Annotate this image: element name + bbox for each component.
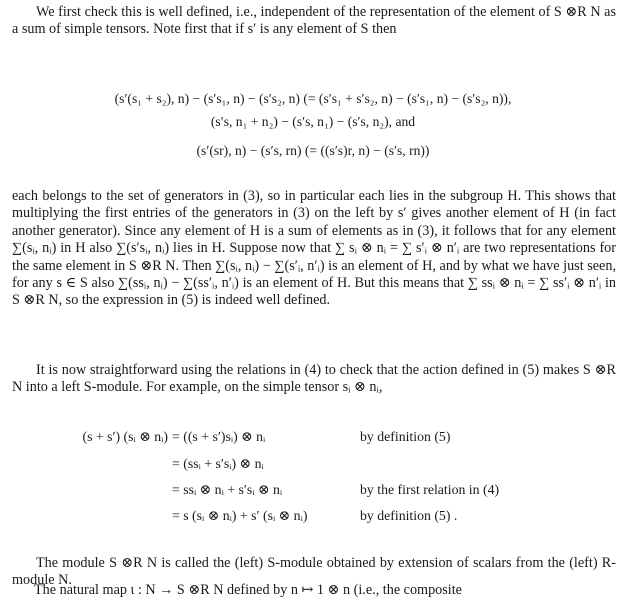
calc-rhs: = (ssᵢ + s′sᵢ) ⊗ nᵢ — [172, 456, 264, 471]
display-equation-2: (s′s, n₁ + n₂) − (s′s, n₁) − (s′s, n₂), and — [210, 114, 416, 129]
calc-row-1 — [0, 428, 626, 450]
calc-rhs: = s (sᵢ ⊗ nᵢ) + s′ (sᵢ ⊗ nᵢ) — [172, 508, 308, 523]
calc-lhs: (s + s′) (sᵢ ⊗ nᵢ) — [82, 429, 168, 444]
calc-justification: by definition (5) . — [360, 508, 458, 523]
definition-paragraph: The module S ⊗R N is called the (left) S-module obtained by extension of scalars from the (left) R-module N. — [12, 555, 616, 589]
calc-justification: by definition (5) — [360, 429, 451, 444]
cutoff-text: The natural map ι : N → S ⊗R N defined by n ↦ 1 ⊗ n (i.e., the composite — [34, 582, 462, 598]
cutoff-line — [0, 582, 626, 600]
calc-justification: by the first relation in (4) — [360, 482, 500, 497]
calc-rhs: = ((s + s′)sᵢ) ⊗ nᵢ — [172, 429, 266, 444]
module-action-paragraph: It is now straightforward using the relations in (4) to check that the action defined in (5) makes S ⊗R N into a left S-module. For example, on the simple tensor sᵢ ⊗ nᵢ, — [12, 362, 616, 396]
display-equation-3: (s′(sr), n) − (s′s, rn) (= ((s′s)r, n) − (s′s, rn)) — [196, 143, 430, 158]
calc-row-3 — [0, 481, 626, 503]
calc-row-4 — [0, 507, 626, 529]
well-defined-paragraph: each belongs to the set of generators in (3), so in particular each lies in the subgroup H. This shows that multiplying the first entries of the generators in (3) on the left by s′ gives another element of H (in fact another generator). Since any element of H is a sum of elements as in (3), it follows that for any element ∑(sᵢ, nᵢ) in H also ∑(s′sᵢ, nᵢ) lies in H. Suppose now that ∑ sᵢ ⊗ nᵢ = ∑ s′ᵢ ⊗ n′ᵢ are two representations for the same element in S ⊗R N. Then ∑(sᵢ, nᵢ) − ∑(s′ᵢ, n′ᵢ) is an element of H, and by what we have just seen, for any s ∈ S also ∑(ssᵢ, nᵢ) − ∑(ss′ᵢ, n′ᵢ) is an element of H. But this means that ∑ ssᵢ ⊗ nᵢ = ∑ ss′ᵢ ⊗ n′ᵢ in S ⊗R N, so the expression in (5) is indeed well defined. — [12, 188, 616, 309]
calc-rhs: = ssᵢ ⊗ nᵢ + s′sᵢ ⊗ nᵢ — [172, 482, 283, 497]
intro-paragraph: We first check this is well defined, i.e., independent of the representation of the element of S ⊗R N as a sum of simple tensors. Note first that if s′ is any element of S then — [12, 4, 616, 38]
calc-row-2 — [0, 455, 626, 477]
display-equation-1: (s′(s₁ + s₂), n) − (s′s₁, n) − (s′s₂, n) (= (s′s₁ + s′s₂, n) − (s′s₁, n) − (s′s₂, n)), — [114, 91, 512, 106]
